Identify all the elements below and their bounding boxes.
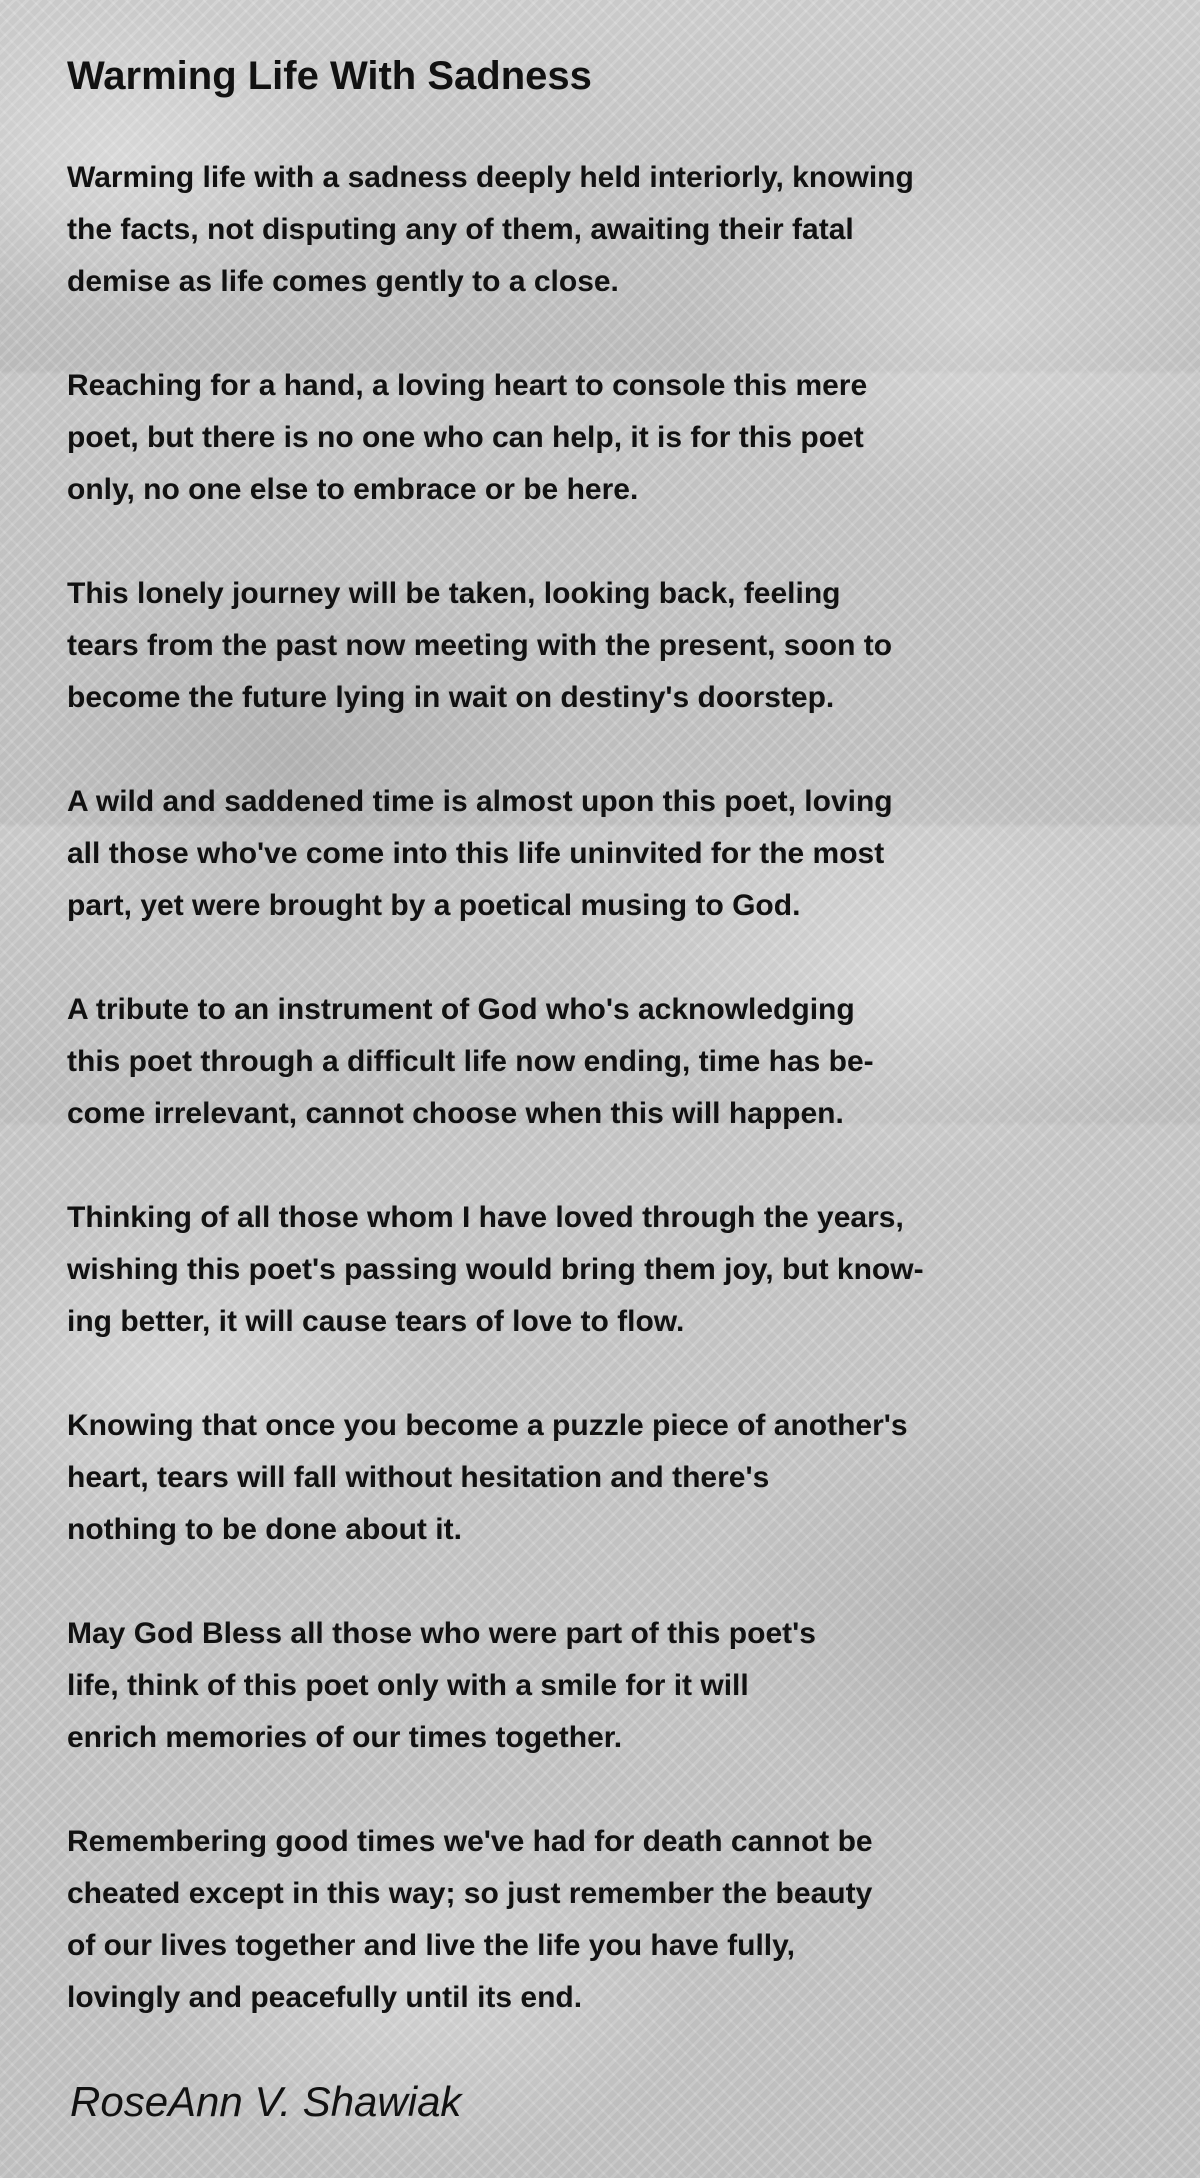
poem-line: lovingly and peacefully until its end. (67, 1981, 583, 2014)
poem-line: all those who've come into this life uninvited for the most (67, 837, 885, 870)
stanza (67, 1608, 1127, 1764)
poem-line: This lonely journey will be taken, looking back, feeling (67, 577, 841, 610)
poem-line: come irrelevant, cannot choose when this will happen. (67, 1097, 844, 1130)
poem-line: of our lives together and live the life you have fully, (67, 1929, 795, 1962)
poem-line: May God Bless all those who were part of this poet's (67, 1617, 816, 1650)
poem-line: only, no one else to embrace or be here. (67, 473, 639, 506)
poem-line: poet, but there is no one who can help, it is for this poet (67, 421, 864, 454)
poem-line: this poet through a difficult life now ending, time has be- (67, 1045, 874, 1078)
poem-title: Warming Life With Sadness (67, 54, 592, 98)
poem-line: A tribute to an instrument of God who's acknowledging (67, 993, 855, 1026)
poem-line: tears from the past now meeting with the present, soon to (67, 629, 893, 662)
poem-line: Remembering good times we've had for death cannot be (67, 1825, 873, 1858)
poem-line: life, think of this poet only with a smile for it will (67, 1669, 749, 1702)
stanza (67, 1192, 1127, 1348)
poem-line: enrich memories of our times together. (67, 1721, 623, 1754)
stanza (67, 568, 1127, 724)
poem-line: Warming life with a sadness deeply held interiorly, knowing (67, 161, 914, 194)
poem-line: Thinking of all those whom I have loved through the years, (67, 1201, 904, 1234)
poem-line: the facts, not disputing any of them, awaiting their fatal (67, 213, 854, 246)
poem-line: A wild and saddened time is almost upon this poet, loving (67, 785, 893, 818)
poem-line: demise as life comes gently to a close. (67, 265, 619, 298)
stanza (67, 360, 1127, 516)
stanza (67, 984, 1127, 1140)
poem-line: Knowing that once you become a puzzle piece of another's (67, 1409, 908, 1442)
poem-line: wishing this poet's passing would bring them joy, but know- (67, 1253, 924, 1286)
poem-line: part, yet were brought by a poetical musing to God. (67, 889, 801, 922)
stanza (67, 1400, 1127, 1556)
poem-body (67, 152, 1127, 2076)
poem-line: heart, tears will fall without hesitation and there's (67, 1461, 770, 1494)
stanza (67, 1816, 1127, 2024)
poem-line: Reaching for a hand, a loving heart to console this mere (67, 369, 868, 402)
poem-line: nothing to be done about it. (67, 1513, 462, 1546)
stanza (67, 152, 1127, 308)
poem-line: ing better, it will cause tears of love to flow. (67, 1305, 685, 1338)
stanza (67, 776, 1127, 932)
poem-line: cheated except in this way; so just remember the beauty (67, 1877, 873, 1910)
poem-line: become the future lying in wait on destiny's doorstep. (67, 681, 835, 714)
poem-author: RoseAnn V. Shawiak (70, 2078, 462, 2125)
